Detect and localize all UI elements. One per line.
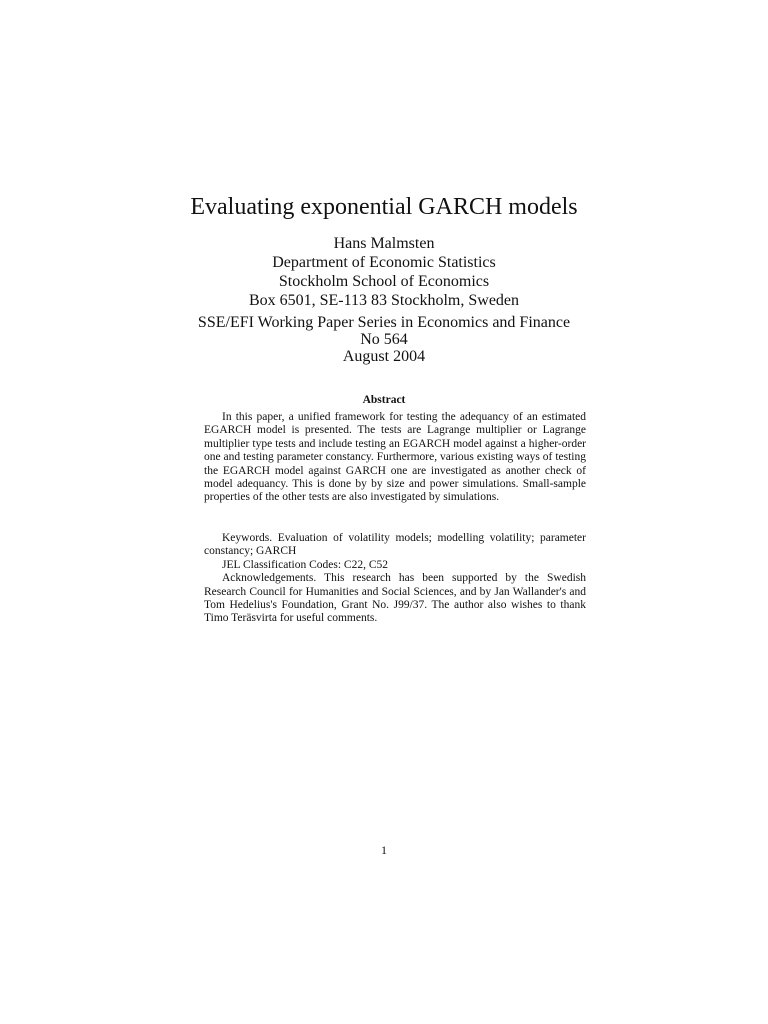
author-block xyxy=(0,234,768,310)
working-paper-series-block xyxy=(0,314,768,365)
author-name: Hans Malmsten xyxy=(333,235,435,252)
abstract-paragraph: In this paper, a unified framework for testing the adequancy of an estimated EGARCH model is presented. The tests are Lagrange multiplier or Lagrange multiplier type tests and include testing an EGARCH model against a higher-order one and testing parameter constancy. Furthermore, various existing ways of testing the EGARCH model against GARCH one are investigated as another check of model adequancy. This is done by by size and power simulations. Small-sample properties of the other tests are also investigated by simulations. xyxy=(204,411,586,504)
publication-date: August 2004 xyxy=(342,348,426,365)
keywords-paragraph: Keywords. Evaluation of volatility models; modelling volatility; parameter constancy; GARCH xyxy=(204,532,586,558)
paper-title: Evaluating exponential GARCH models xyxy=(190,194,578,220)
author-department: Department of Economic Statistics xyxy=(272,254,496,271)
author-address: Box 6501, SE-113 83 Stockholm, Sweden xyxy=(248,292,520,309)
series-name: SSE/EFI Working Paper Series in Economics and Finance xyxy=(197,314,571,331)
series-number: No 564 xyxy=(360,331,408,348)
abstract-text-block xyxy=(204,411,586,505)
author-institution: Stockholm School of Economics xyxy=(278,273,490,290)
abstract-heading: Abstract xyxy=(362,394,406,406)
page-number: 1 xyxy=(381,843,387,857)
acknowledgements-paragraph: Acknowledgements. This research has been supported by the Swedish Research Council for Humanities and Social Sciences, and by Jan Wallander's and Tom Hedelius's Foundation, Grant No. J99/37. The author also wishes to thank Timo Teräsvirta for useful comments. xyxy=(204,572,586,625)
keywords-and-acknowledgements-block xyxy=(204,532,586,626)
jel-codes-paragraph: JEL Classification Codes: C22, C52 xyxy=(222,558,388,571)
